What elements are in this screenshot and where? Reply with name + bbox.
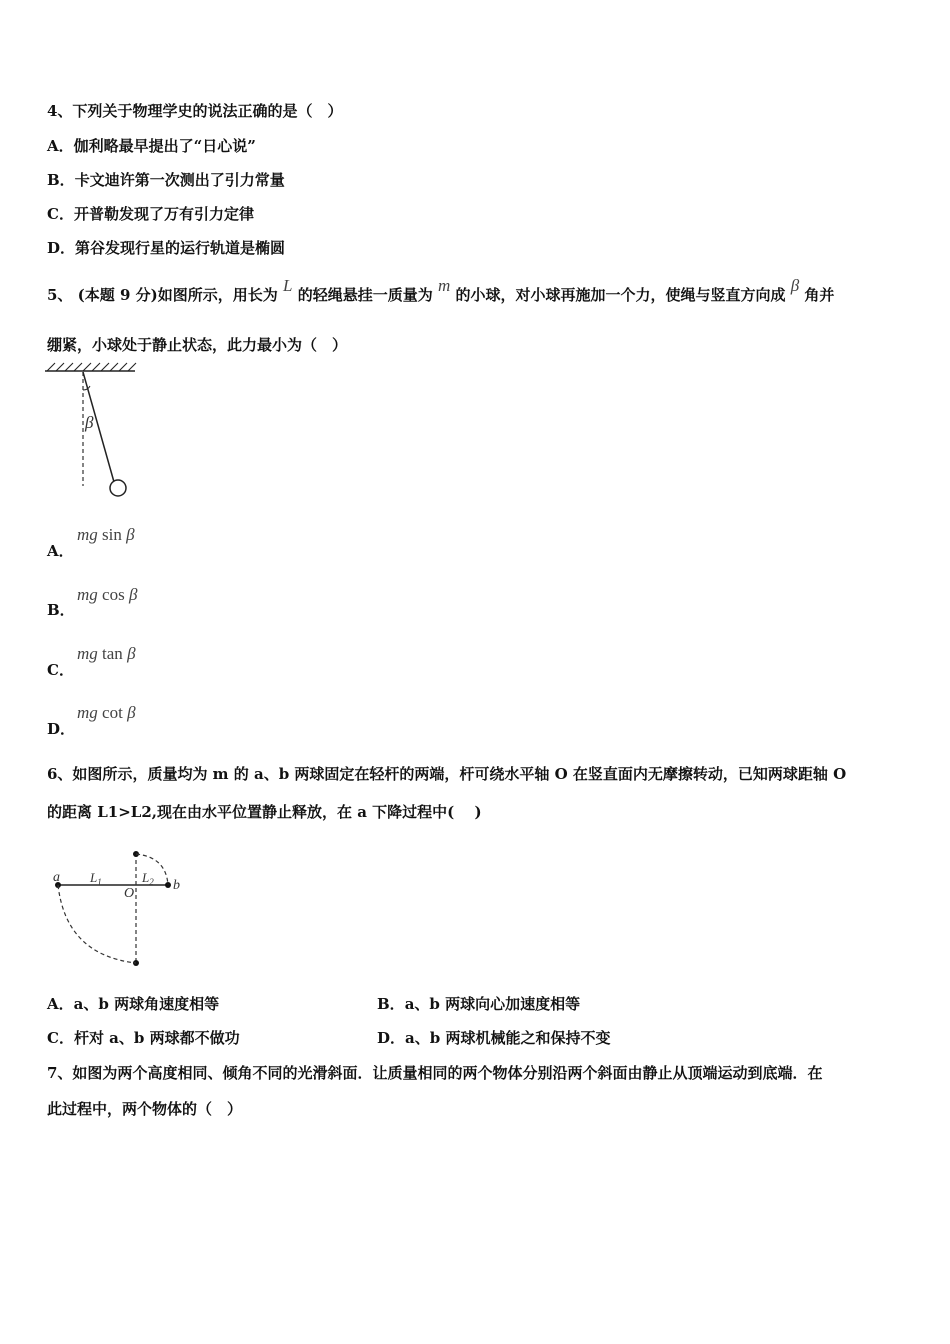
q5-option-d-label: D．: [47, 720, 76, 738]
option-text: 杆对 a、b 两球都不做功: [73, 1029, 240, 1047]
option-label: C．: [47, 1029, 74, 1047]
q5-option-c-formula: [77, 644, 136, 664]
q4-option-b: [47, 170, 285, 190]
q6-rod-figure: [48, 843, 198, 973]
option-label: A．: [47, 137, 74, 155]
option-text: 开普勒发现了万有引力定律: [73, 205, 254, 223]
option-text: 第谷发现行星的运行轨道是椭圆: [75, 239, 286, 257]
q7-stem-line2: 此过程中，两个物体的（ ）: [47, 1100, 243, 1118]
ceiling-hatch: [47, 363, 136, 371]
q5-stem-line1: [47, 276, 835, 305]
q4-option-a: [47, 136, 256, 156]
q5-prefix: 5、 (本题 9 分)如图所示，用长为: [47, 286, 278, 304]
q4-stem: 4、下列关于物理学史的说法正确的是（ ）: [47, 102, 343, 120]
label-b: b: [173, 878, 180, 893]
option-label: B．: [47, 171, 75, 189]
option-label: C．: [47, 205, 74, 223]
coef: mg: [77, 525, 98, 544]
coef: mg: [77, 644, 98, 663]
q5-option-b-label: B．: [47, 601, 75, 619]
option-label: D．: [47, 239, 76, 257]
q5-suffix: 角并: [804, 286, 835, 304]
var-beta: β: [790, 276, 800, 295]
option-text: a、b 两球机械能之和保持不变: [405, 1029, 611, 1047]
q5-option-c-label: C．: [47, 661, 74, 679]
option-text: a、b 两球角速度相等: [73, 995, 220, 1013]
angle-label: β: [85, 413, 94, 432]
q7-stem-line1: 7、如图为两个高度相同、倾角不同的光滑斜面．让质量相同的两个物体分别沿两个斜面由静止从顶端运动到底端．在: [47, 1064, 823, 1082]
q4-option-d: [47, 238, 285, 258]
q5-option-b-formula: [77, 585, 137, 605]
q6-option-d: [377, 1028, 610, 1048]
coef: mg: [77, 703, 98, 722]
q4-option-c: [47, 204, 254, 224]
q6-option-c: [47, 1028, 240, 1048]
arg: β: [128, 585, 138, 604]
l1-letter: L: [90, 870, 98, 885]
option-text: a、b 两球向心加速度相等: [404, 995, 581, 1013]
option-label: B．: [377, 995, 405, 1013]
q6-stem-line1: 6、如图所示，质量均为 m 的 a、b 两球固定在轻杆的两端，杆可绕水平轴 O 在竖直面内无摩擦转动，已知两球距轴 O: [47, 765, 847, 783]
arg: β: [126, 525, 135, 544]
fn: tan: [102, 644, 123, 663]
q5-mid2: 的小球，对小球再施加一个力，使绳与竖直方向成: [455, 286, 786, 304]
l2-subscript: 2: [149, 877, 154, 887]
l2-letter: L: [142, 870, 150, 885]
var-m: m: [437, 276, 451, 295]
arg: β: [127, 644, 136, 663]
q5-mid1: 的轻绳悬挂一质量为: [297, 286, 433, 304]
q5-stem-line2: 绷紧，小球处于静止状态，此力最小为（ ）: [47, 336, 348, 354]
coef: mg: [77, 585, 98, 604]
label-l1: [89, 870, 102, 887]
l1-subscript: 1: [97, 877, 102, 887]
fn: sin: [102, 525, 122, 544]
label-l2: [141, 870, 154, 887]
option-label: D．: [377, 1029, 406, 1047]
q5-option-a-formula: [77, 525, 135, 545]
q5-option-d-formula: [77, 703, 136, 723]
label-o: O: [124, 886, 135, 901]
q5-option-a-label: A．: [47, 542, 74, 560]
q6-option-b: [377, 994, 580, 1014]
option-text: 卡文迪许第一次测出了引力常量: [74, 171, 285, 189]
fn: cot: [102, 703, 123, 722]
q5-pendulum-figure: [43, 362, 143, 497]
fn: cos: [102, 585, 125, 604]
q6-option-a: [47, 994, 219, 1014]
var-L: L: [282, 276, 293, 295]
label-a: a: [53, 870, 60, 885]
q6-stem-line2: 的距离 L1>L2,现在由水平位置静止释放，在 a 下降过程中( ): [47, 803, 482, 821]
arg: β: [127, 703, 136, 722]
option-text: 伽利略最早提出了“日心说”: [73, 137, 256, 155]
ball: [110, 480, 126, 496]
option-label: A．: [47, 995, 74, 1013]
